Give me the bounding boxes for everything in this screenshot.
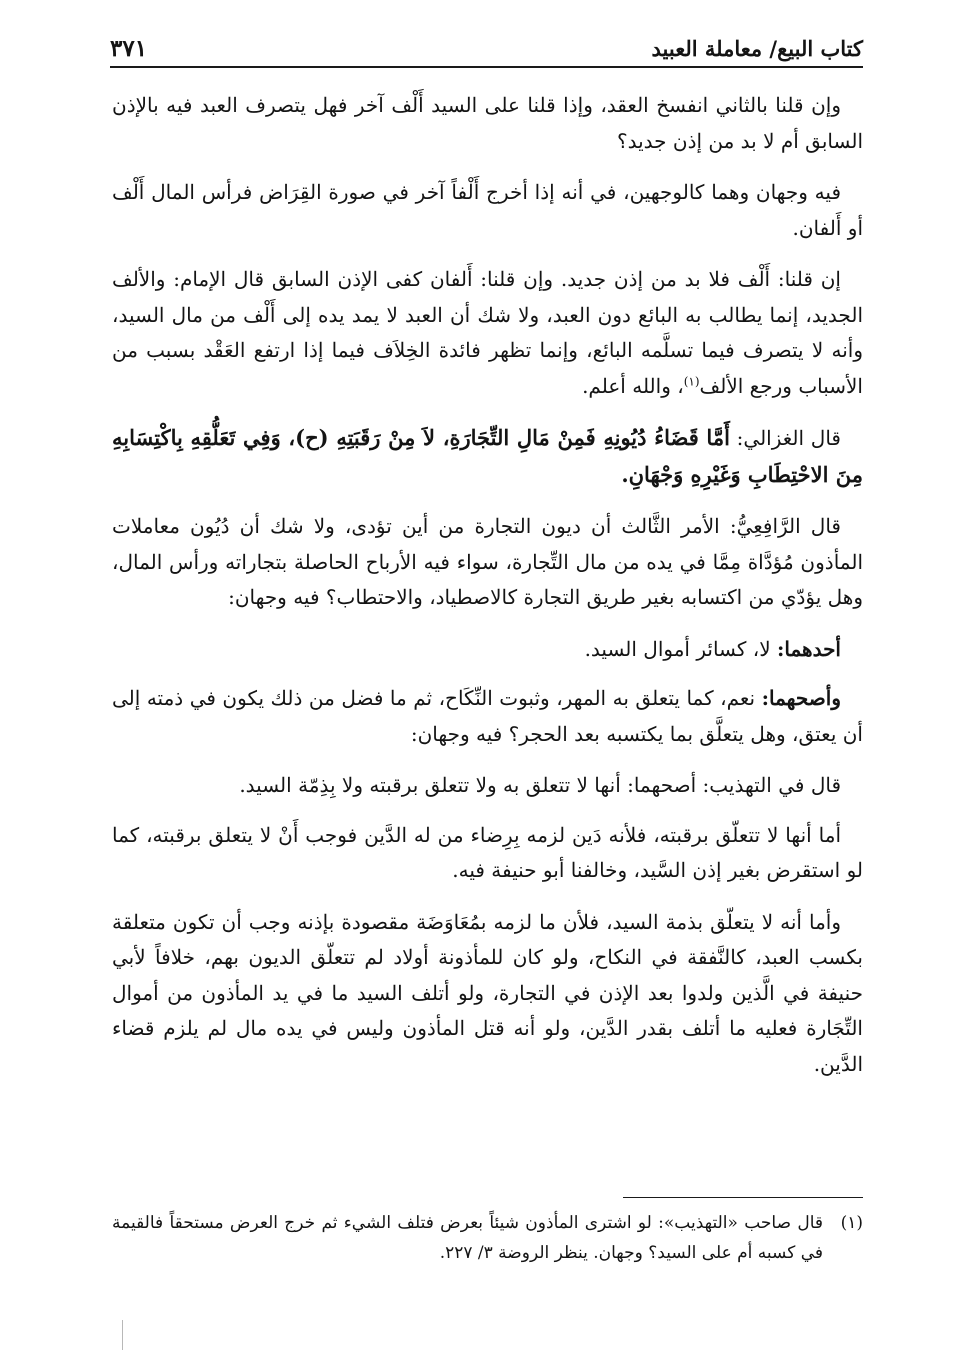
footnote-rule [623,1197,863,1198]
paragraph-rafii [112,509,863,616]
paragraph-first-view [112,632,863,668]
paragraph-text: وإن قلنا بالثاني انفسخ العقد، وإذا قلنا على السيد أَلْف آخر فهل يتصرف العبد فيه بالإذن السابق أم لا بد من إذن جديد؟ [112,93,863,153]
paragraph-3 [112,262,863,404]
paragraph-text: نعم، كما يتعلق به المهر، وثبوت النِّكَاح، ثم ما فضل من ذلك يكون في ذمته إلى أن يعتق، وهل يتعلَّق بما يكتسبه بعد الحجر؟ فيه وجهان: [112,686,863,746]
footnotes [112,1208,863,1268]
view-label: وأصحهما: [761,686,841,710]
paragraph-tahdhib [112,768,863,804]
header-rule [110,66,863,68]
paragraph-1 [112,88,863,159]
footnote-reference: (١) [683,373,700,388]
footnote-text: قال صاحب «التهذيب»: لو اشترى المأذون شيئاً بعرض فتلف الشيء ثم خرج العرض مستحقاً فالقيمة في كسبه أم على السيد؟ وجهان. ينظر الروضة ٣/ ٢٢٧. [112,1213,823,1263]
paragraph-text: قال في التهذيب: أصحهما: أنها لا تتعلق به ولا تتعلق برقبته ولا بِذِمّة السيد. [239,773,841,797]
scan-artifact-mark [122,1320,123,1350]
paragraph-neck [112,818,863,889]
paragraph-text: إن قلنا: أَلْف فلا بد من إذن جديد. وإن قلنا: أَلفان كفى الإذن السابق قال الإمام: والألف الجديد، إنما يطالب به البائع دون العبد، ولا شك أن العبد لا يمد يده إلى أَلْف من مال السيد، وأنه لا يتصرف فيما تسلَّمه البائع، وإنما تظهر فائدة الخِلاَف فيما إذا ارتفع العَقْد بسبب من الأسباب ورجع الألف [112,267,863,398]
paragraph-text-end: ، والله أعلم. [582,373,684,398]
paragraph-text: قال الرَّافِعِيُّ: الأمر الثَّالث أن ديون التجارة من أين تؤدى، ولا شك أن دُيُون معاملات المأذون مُؤدَّاة مِمَّا في يده من مال التِّجارة، سواء فيه الأرباح الحاصلة بتجاراته ورأس المال، وهل يؤدّي من اكتسابه بغير طريق التجارة كالاصطياد، والاحتطاب؟ فيه وجهان: [112,514,863,609]
paragraph-text: فيه وجهان وهما كالوجهين، في أنه إذا أخرج أَلْفاً آخر في صورة القِرَاض فرأس المال أَلْف أو أَلفان. [112,180,863,240]
running-head: كتاب البيع/ معاملة العبيد [651,36,863,61]
main-text [112,88,863,1098]
quoted-text: أَمَّا قَضَاءُ دُيُونِهِ فَمِنْ مَالِ التِّجَارَةِ، لاَ مِنْ رَقَبَتِهِ (ح)، وَفِي تَعَلُّقِهِ بِاكْتِسَابِهِ مِنَ الاحْتِطَابِ وَغَيْرِهِ وَجْهَانِ. [112,425,863,487]
page-number: ٣٧١ [110,35,148,62]
footnote-1 [112,1208,863,1268]
speaker-label: قال الغزالي: [736,426,841,450]
paragraph-correct-view [112,681,863,752]
view-label: أحدهما: [776,636,841,661]
paragraph-ghazali-quote [112,420,863,493]
paragraph-text: وأما أنه لا يتعلّق بذمة السيد، فلأن ما لزمه بمُعَاوَضَة مقصودة بإذنه وجب أن تكون متعلقة بكسب العبد، كالنَّفقة في النكاح، ولو كان للمأذونة أولاد لم تتعلّق الديون بهم، خلافاً لأبي حنيفة في الَّذين ولدوا بعد الإذن في التجارة، ولو أتلف السيد ما في يد المأذون من أموال التِّجَارة فعليه ما أتلف بقدر الدَّين، ولو أنه قتل المأذون وليس في يده مال لم يلزم قضاء الدَّين. [112,909,863,1076]
paragraph-text: لا، كسائر أموال السيد. [584,636,777,661]
paragraph-text: أما أنها لا تتعلّق برقبته، فلأنه دَين لزمه بِرِضاء من له الدَّين فوجب أَنْ لا يتعلق برقبته، كما لو استقرض بغير إذن السَّيد، وخالفنا أبو حنيفة فيه. [112,822,863,882]
paragraph-2 [112,175,863,246]
page-header [110,30,863,64]
paragraph-master-liability [112,905,863,1083]
footnote-number: (١) [840,1213,863,1233]
